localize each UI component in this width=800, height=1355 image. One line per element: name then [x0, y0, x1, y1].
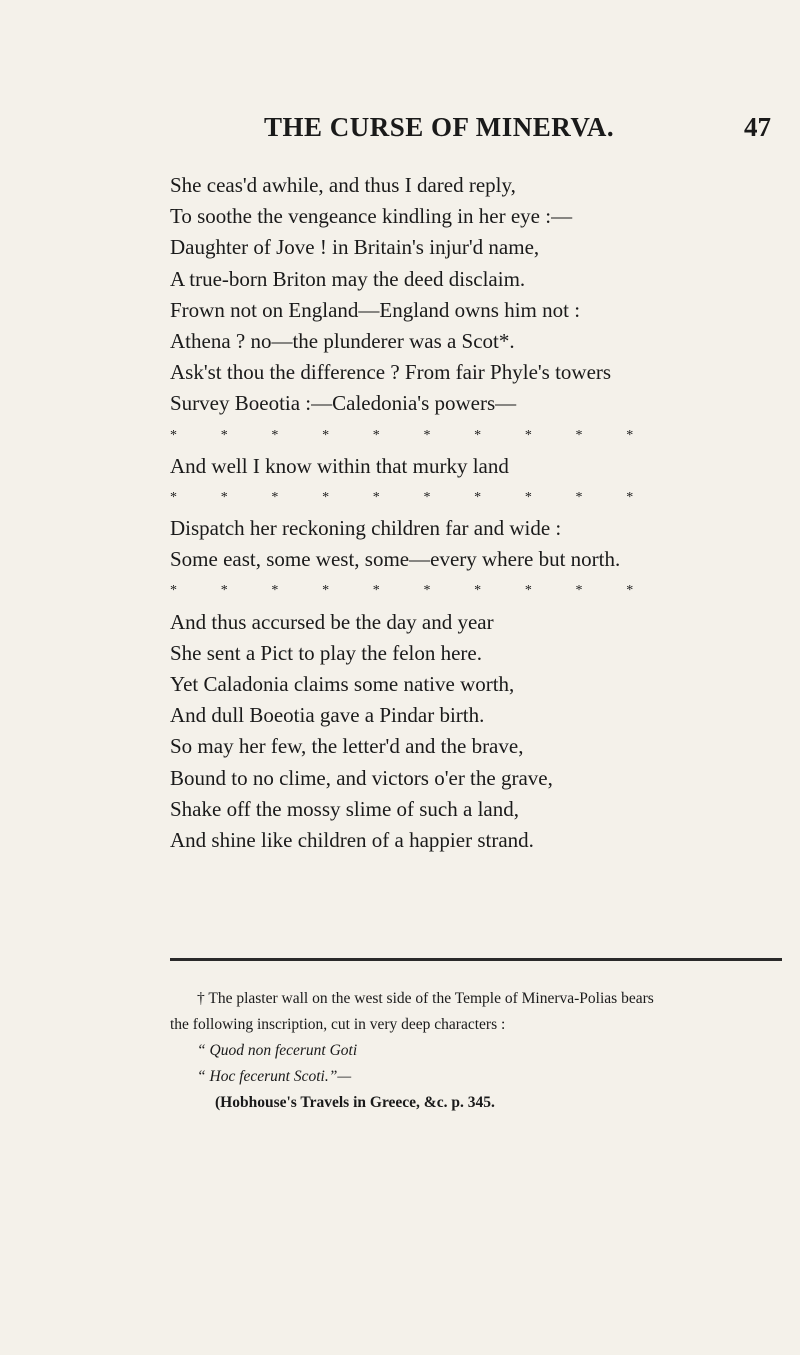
poem-line: Yet Caladonia claims some native worth,: [170, 672, 515, 696]
asterisk: *: [474, 489, 482, 505]
asterisk: *: [575, 427, 583, 443]
asterisk: *: [271, 583, 279, 599]
poem-line: She sent a Pict to play the felon here.: [170, 640, 482, 665]
footnote-quote: “ Hoc fecerunt Scoti.”—: [197, 1068, 352, 1085]
footnote-citation: (Hobhouse's Travels in Greece, &c. p. 345.: [215, 1094, 495, 1111]
asterisk: *: [372, 489, 380, 505]
footnote-line: † The plaster wall on the west side of the Temple of Minerva-Polias bears: [197, 990, 654, 1007]
poem-line: And shine like children of a happier strand.: [170, 827, 534, 852]
poem-line: To soothe the vengeance kindling in her eye :—: [170, 204, 573, 229]
asterisk: *: [170, 583, 177, 599]
asterisk: *: [524, 583, 532, 599]
asterisk: *: [170, 489, 177, 505]
running-title: THE CURSE OF MINERVA.: [264, 112, 615, 142]
poem-line: Survey Boeotia :—Caledonia's powers—: [170, 391, 517, 416]
asterisk: *: [423, 583, 431, 599]
poem-line: So may her few, the letter'd and the brave,: [170, 734, 524, 759]
poem-line: Daughter of Jove ! in Britain's injur'd name,: [170, 235, 540, 260]
asterisk: *: [626, 583, 634, 599]
footnote: [170, 986, 790, 1116]
poem-line: Some east, some west, some—every where but north.: [170, 547, 621, 572]
poem-line: Bound to no clime, and victors o'er the grave,: [170, 765, 553, 790]
asterisk: *: [423, 489, 431, 505]
poem-line: A true-born Briton may the deed disclaim.: [170, 266, 526, 291]
poem-line: And thus accursed be the day and year: [170, 609, 494, 634]
running-header: [240, 112, 785, 152]
asterisk: *: [575, 489, 583, 505]
asterisk: *: [220, 427, 228, 443]
asterisk: *: [575, 583, 583, 599]
asterisk: *: [220, 489, 228, 505]
poem-line: Ask'st thou the difference ? From fair Phyle's towers: [170, 360, 612, 385]
poem-line: Shake off the mossy slime of such a land,: [170, 796, 519, 821]
poem-line: And well I know within that murky land: [170, 453, 509, 478]
asterisk: *: [524, 427, 532, 443]
asterisk-row: [170, 575, 770, 606]
asterisk: *: [170, 427, 177, 443]
footnote-divider: [170, 958, 782, 961]
poem-body: [170, 170, 770, 856]
asterisk: *: [322, 427, 330, 443]
asterisk: *: [271, 489, 279, 505]
footnote-line: the following inscription, cut in very deep characters :: [170, 1016, 506, 1033]
poem-line: And dull Boeotia gave a Pindar birth.: [170, 703, 485, 728]
asterisk: *: [626, 489, 634, 505]
asterisk-row: [170, 482, 770, 513]
asterisk: *: [220, 583, 228, 599]
asterisk: *: [626, 427, 634, 443]
poem-line: Athena ? no—the plunderer was a Scot*.: [170, 328, 515, 353]
asterisk: *: [474, 427, 482, 443]
asterisk: *: [271, 427, 279, 443]
asterisk: *: [372, 583, 380, 599]
poem-line: Dispatch her reckoning children far and wide :: [170, 516, 562, 541]
asterisk: *: [524, 489, 532, 505]
asterisk: *: [322, 583, 330, 599]
poem-line: Frown not on England—England owns him not :: [170, 297, 581, 322]
asterisk: *: [474, 583, 482, 599]
asterisk: *: [372, 427, 380, 443]
asterisk: *: [423, 427, 431, 443]
asterisk-row: [170, 420, 770, 451]
page-number: 47: [744, 112, 771, 142]
footnote-quote: “ Quod non fecerunt Goti: [197, 1042, 358, 1059]
poem-line: She ceas'd awhile, and thus I dared reply,: [170, 173, 516, 197]
asterisk: *: [322, 489, 330, 505]
